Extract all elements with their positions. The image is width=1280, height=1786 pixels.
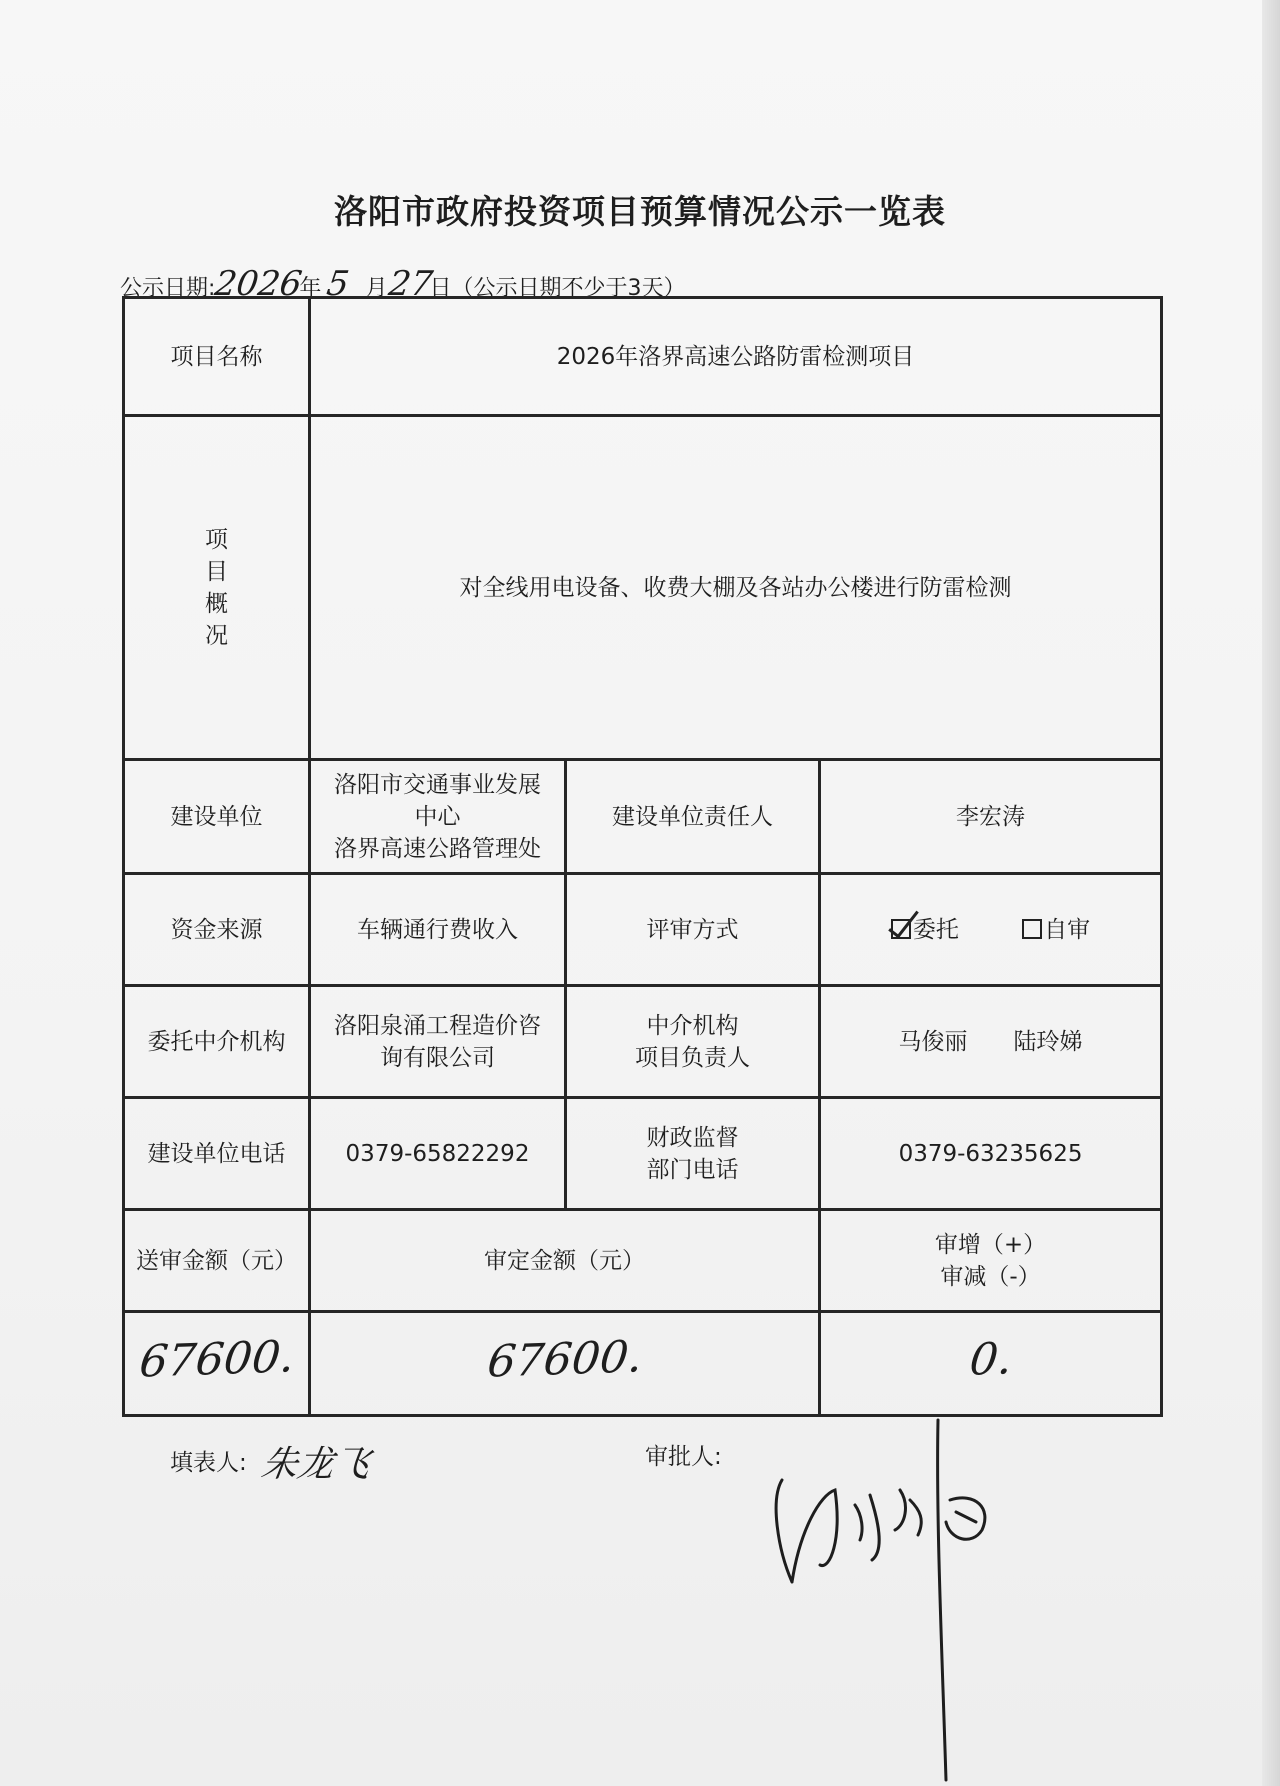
project-name-label: 项目名称 <box>124 298 310 416</box>
builder-leader-value: 李宏涛 <box>820 760 1162 874</box>
agency-leader-label-line1: 中介机构 <box>646 1012 739 1039</box>
review-method-label: 评审方式 <box>566 874 820 986</box>
builder-value-line2: 中心 <box>414 803 461 830</box>
publish-date-year-suffix: 年 <box>299 276 322 301</box>
review-option-entrust[interactable] <box>891 914 959 946</box>
approved-amount-label: 审定金额（元） <box>310 1210 820 1312</box>
review-method-options <box>820 874 1162 986</box>
diff-label <box>820 1210 1162 1312</box>
row-builder <box>124 760 1162 874</box>
publish-date-note: （公示日期不少于3天） <box>451 276 686 301</box>
fund-source-value: 车辆通行费收入 <box>310 874 566 986</box>
publish-date-year: 2026 <box>212 264 305 304</box>
submitted-amount-value: 67600. <box>136 1331 297 1388</box>
entrust-checkbox-icon[interactable] <box>891 919 911 939</box>
diff-value: 0. <box>966 1333 1015 1386</box>
document-title: 洛阳市政府投资项目预算情况公示一览表 <box>334 192 946 231</box>
approved-amount-cell <box>310 1312 820 1416</box>
publish-date-day-suffix: 日 <box>429 276 452 301</box>
publish-date-day: 27 <box>386 264 436 304</box>
approved-amount-value: 67600. <box>484 1331 645 1388</box>
row-agency <box>124 986 1162 1098</box>
finance-phone-value: 0379-63235625 <box>820 1098 1162 1210</box>
row-phone <box>124 1098 1162 1210</box>
finance-phone-label-line2: 部门电话 <box>646 1156 739 1183</box>
builder-phone-value: 0379-65822292 <box>310 1098 566 1210</box>
row-amount-headers <box>124 1210 1162 1312</box>
filler-signature: 朱龙飞 <box>258 1444 373 1485</box>
publish-date-month: 5 <box>324 264 352 304</box>
fund-source-label: 资金来源 <box>124 874 310 986</box>
builder-value-line1: 洛阳市交通事业发展 <box>334 771 541 798</box>
builder-value-line3: 洛界高速公路管理处 <box>334 835 541 862</box>
row-project-name <box>124 298 1162 416</box>
approver-signature <box>760 1400 1020 1786</box>
diff-label-line1: 审增（+） <box>934 1231 1047 1258</box>
agency-label: 委托中介机构 <box>124 986 310 1098</box>
agency-leader-value: 马俊丽 陆玲娣 <box>820 986 1162 1098</box>
agency-value <box>310 986 566 1098</box>
builder-leader-label: 建设单位责任人 <box>566 760 820 874</box>
row-fund-source <box>124 874 1162 986</box>
approver-label: 审批人: <box>645 1444 722 1470</box>
agency-leader-label-line2: 项目负责人 <box>635 1044 750 1071</box>
agency-value-line2: 询有限公司 <box>380 1044 495 1071</box>
overview-value: 对全线用电设备、收费大棚及各站办公楼进行防雷检测 <box>310 416 1162 760</box>
submitted-amount-cell <box>124 1312 310 1416</box>
finance-phone-label-line1: 财政监督 <box>646 1124 739 1151</box>
finance-phone-label <box>566 1098 820 1210</box>
row-overview <box>124 416 1162 760</box>
publish-date-month-suffix: 月 <box>365 276 388 301</box>
overview-label-cell <box>124 416 310 760</box>
builder-phone-label: 建设单位电话 <box>124 1098 310 1210</box>
budget-table <box>122 296 1163 1417</box>
review-option-self-label: 自审 <box>1044 916 1091 943</box>
publish-date-label: 公示日期: <box>120 276 216 301</box>
submitted-amount-label: 送审金额（元） <box>124 1210 310 1312</box>
overview-label: 项目概况 <box>205 526 228 649</box>
diff-label-line2: 审减（-） <box>940 1263 1041 1290</box>
agency-leader-label <box>566 986 820 1098</box>
review-option-self[interactable] <box>1022 914 1090 946</box>
agency-value-line1: 洛阳泉涌工程造价咨 <box>334 1012 541 1039</box>
page-edge-shadow <box>1262 0 1280 1786</box>
self-checkbox-icon[interactable] <box>1022 919 1042 939</box>
project-name-value: 2026年洛界高速公路防雷检测项目 <box>310 298 1162 416</box>
filler-label: 填表人: <box>170 1450 247 1476</box>
builder-label: 建设单位 <box>124 760 310 874</box>
review-option-entrust-label: 委托 <box>912 916 959 943</box>
builder-value <box>310 760 566 874</box>
